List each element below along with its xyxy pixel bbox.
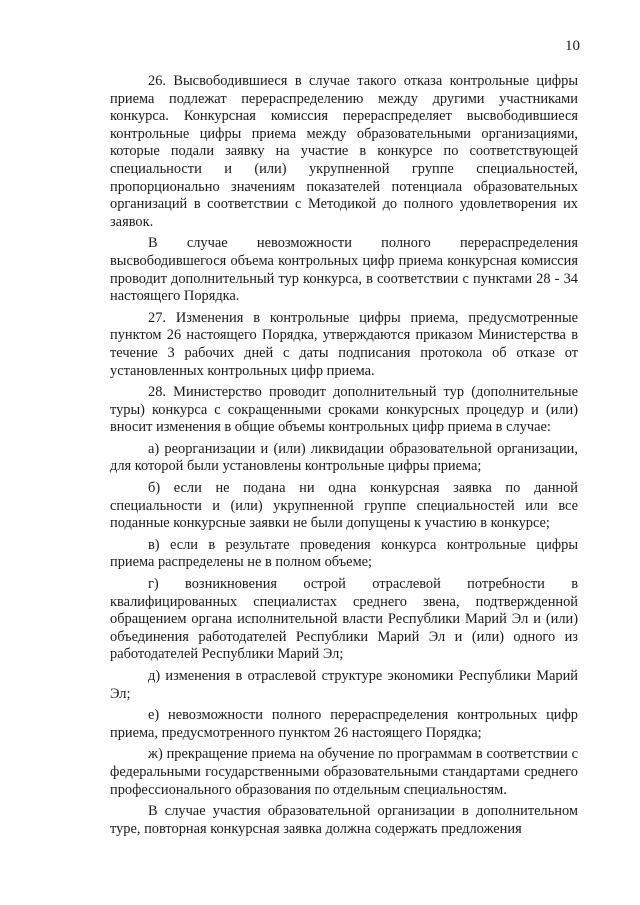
document-body	[110, 73, 578, 838]
page-number: 10	[565, 38, 580, 54]
closing-paragraph: В случае участия образовательной организации в дополнительном туре, повторная конкурсная заявка должна содержать предложения	[110, 803, 578, 837]
list-item-g: г) возникновения острой отраслевой потребности в квалифицированных специалистах среднего звена, подтвержденной обращением органа исполнительной власти Республики Марий Эл и (или) объединения работодателей Республики Марий Эл и (или) одного из работодателей Республики Марий Эл;	[110, 576, 578, 663]
list-item-e: е) невозможности полного перераспределения контрольных цифр приема, предусмотренного пунктом 26 настоящего Порядка;	[110, 707, 578, 741]
list-item-v: в) если в результате проведения конкурса контрольные цифры приема распределены не в полном объеме;	[110, 536, 578, 571]
list-item-a: а) реорганизации и (или) ликвидации образовательной организации, для которой были установлены контрольные цифры приема;	[110, 440, 578, 475]
paragraph-26-continuation: В случае невозможности полного перераспределения высвободившегося объема контрольных цифр приема конкурсная комиссия проводит дополнительный тур конкурса, в соответствии с пунктами 28 - 34 настоящего Порядка.	[110, 235, 578, 305]
list-item-zh: ж) прекращение приема на обучение по программам в соответствии с федеральными государственными образовательными стандартами среднего профессионального образования по отдельным специальностям.	[110, 746, 578, 798]
paragraph-26: 26. Высвободившиеся в случае такого отказа контрольные цифры приема подлежат перераспределению между другими участниками конкурса. Конкурсная комиссия перераспределяет высвободившиеся контрольные цифры приема между образовательными организациями, которые подали заявку на участие в конкурсе по соответствующей специальности и (или) укрупненной группе специальностей, пропорционально значениям показателей потенциала образовательных организаций в соответствии с Методикой до полного удовлетворения их заявок.	[110, 73, 578, 230]
list-item-d: д) изменения в отраслевой структуре экономики Республики Марий Эл;	[110, 668, 578, 702]
paragraph-28: 28. Министерство проводит дополнительный тур (дополнительные туры) конкурса с сокращенными сроками конкурсных процедур и (или) вносит изменения в общие объемы контрольных цифр приема в случае:	[110, 384, 578, 436]
paragraph-27: 27. Изменения в контрольные цифры приема, предусмотренные пунктом 26 настоящего Порядка, утверждаются приказом Министерства в течение 3 рабочих дней с даты подписания протокола об отказе от установленных контрольных цифр приема.	[110, 309, 578, 379]
list-item-b: б) если не подана ни одна конкурсная заявка по данной специальности и (или) укрупненной группе специальностей или все поданные конкурсные заявки не были допущены к участию в конкурсе;	[110, 480, 578, 532]
